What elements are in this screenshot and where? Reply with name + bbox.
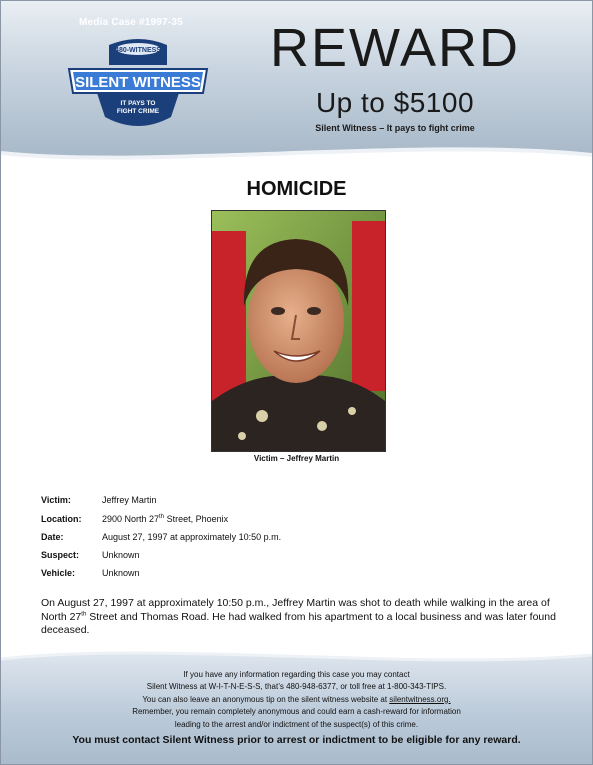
contact-line-5: leading to the arrest and/or indictment of the suspect(s) of this crime. (174, 719, 419, 729)
logo-slogan-line2: FIGHT CRIME (116, 108, 160, 115)
victim-value: Jeffrey Martin (102, 495, 157, 505)
contact-info (1, 669, 592, 731)
contact-line-4: Remember, you remain completely anonymous and could earn a cash-reward for information (132, 707, 461, 717)
logo-phone-number: 480-WITNESS (115, 47, 161, 54)
contact-line-3: You can also leave an anonymous tip on the silent witness website at silentwitness.org. (142, 694, 451, 704)
date-value: August 27, 1997 at approximately 10:50 p.m. (102, 532, 282, 542)
suspect-value: Unknown (102, 550, 140, 560)
location-label: Location: (41, 514, 82, 524)
header-banner (1, 1, 592, 161)
contact-line-1: If you have any information regarding this case you may contact (183, 670, 410, 679)
reward-tagline: Silent Witness – It pays to fight crime (315, 123, 475, 133)
eligibility-warning: You must contact Silent Witness prior to arrest or indictment to be eligible for any reward. (72, 734, 521, 746)
media-case-id: Media Case #1997-35 (79, 17, 183, 28)
location-value: 2900 North 27th Street, Phoenix (102, 514, 229, 524)
victim-label: Victim: (41, 495, 71, 505)
header-wave (1, 139, 592, 179)
reward-amount: Up to $5100 (315, 87, 475, 118)
contact-line-2: Silent Witness at W-I-T-N-E-S-S, that’s 480-948-6377, or toll free at 1-800-343-TIPS. (146, 682, 447, 692)
victim-photo (211, 210, 386, 452)
victim-portrait-image (212, 211, 385, 451)
vehicle-value: Unknown (102, 568, 140, 578)
logo-slogan-line1: IT PAYS TO (120, 100, 156, 107)
crime-type-heading: HOMICIDE (246, 178, 347, 200)
date-label: Date: (41, 532, 64, 542)
vehicle-label: Vehicle: (41, 568, 76, 578)
case-narrative: On August 27, 1997 at approximately 10:50 p.m., Jeffrey Martin was shot to death while walking in the area of North 27th Street and Thomas Road. He had walked from his apartment to a local business and was later found deceased. (41, 597, 556, 636)
silent-witness-logo (67, 35, 209, 135)
reward-title: REWARD (270, 18, 520, 78)
logo-name: SILENT WITNESS (75, 74, 201, 91)
suspect-label: Suspect: (41, 550, 80, 560)
photo-caption: Victim – Jeffrey Martin (253, 454, 340, 463)
website-link[interactable]: silentwitness.org. (389, 694, 451, 704)
